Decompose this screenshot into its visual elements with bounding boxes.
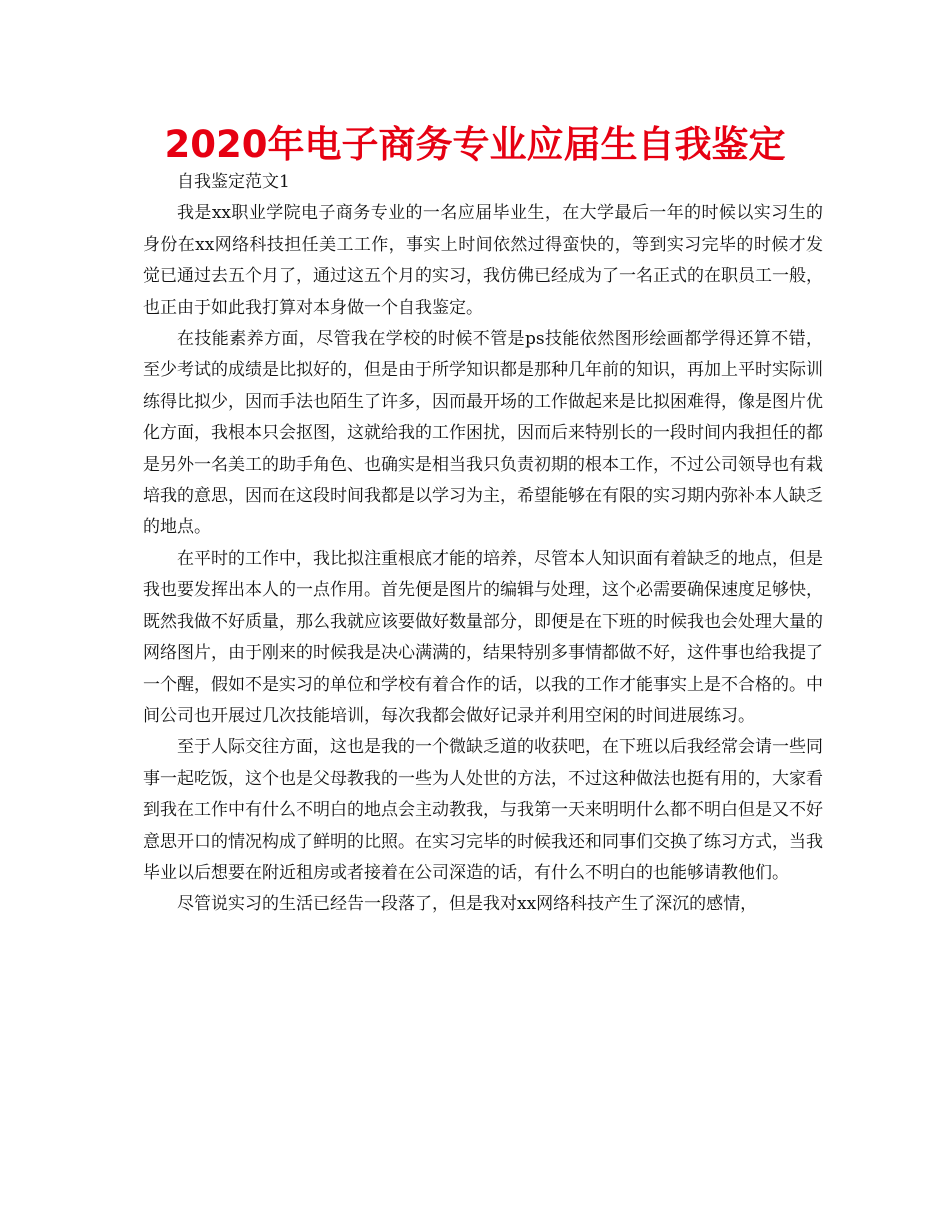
paragraph-4: 至于人际交往方面，这也是我的一个微缺乏道的收获吧，在下班以后我经常会请一些同事一起吃饭，这个也是父母教我的一些为人处世的方法，不过这种做法也挺有用的，大家看到我在工作中有什么不明白的地点会主动教我，与我第一天来明明什么都不明白但是又不好意思开口的情况构成了鲜明的比照。在实习完毕的时候我还和同事们交换了练习方式，当我毕业以后想要在附近租房或者接着在公司深造的话，有什么不明白的也能够请教他们。 [143, 737, 823, 883]
paragraph-3: 在平时的工作中，我比拟注重根底才能的培养，尽管本人知识面有着缺乏的地点，但是我也要发挥出本人的一点作用。首先便是图片的编辑与处理，这个必需要确保速度足够快，既然我做不好质量，那么我就应该要做好数量部分，即便是在下班的时候我也会处理大量的网络图片，由于刚来的时候我是决心满满的，结果特别多事情都做不好，这件事也给我提了一个醒，假如不是实习的单位和学校有着合作的话，以我的工作才能事实上是不合格的。中间公司也开展过几次技能培训，每次我都会做好记录并利用空闲的时间进展练习。 [143, 548, 823, 726]
paragraph-2: 在技能素养方面，尽管我在学校的时候不管是ps技能依然图形绘画都学得还算不错，至少考试的成绩是比拟好的，但是由于所学知识都是那种几年前的知识，再加上平时实际训练得比拟少，因而手法也陌生了许多，因而最开场的工作做起来是比拟困难得，像是图片优化方面，我根本只会抠图，这就给我的工作困扰，因而后来特别长的一段时间内我担任的都是另外一名美工的助手角色、也确实是相当我只负责初期的根本工作，不过公司领导也有栽培我的意思，因而在这段时间我都是以学习为主，希望能够在有限的实习期内弥补本人缺乏的地点。 [143, 329, 823, 538]
document-title: 2020年电子商务专业应届生自我鉴定 [164, 123, 786, 166]
document-body [143, 167, 823, 921]
section-subheading: 自我鉴定范文1 [177, 172, 290, 192]
paragraph-1: 我是xx职业学院电子商务专业的一名应届毕业生，在大学最后一年的时候以实习生的身份在xx网络科技担任美工工作，事实上时间依然过得蛮快的，等到实习完毕的时候才发觉已通过去五个月了，通过这五个月的实习，我仿佛已经成为了一名正式的在职员工一般，也正由于如此我打算对本身做一个自我鉴定。 [143, 203, 823, 318]
paragraph-5: 尽管说实习的生活已经告一段落了，但是我对xx网络科技产生了深沉的感情， [177, 894, 758, 915]
